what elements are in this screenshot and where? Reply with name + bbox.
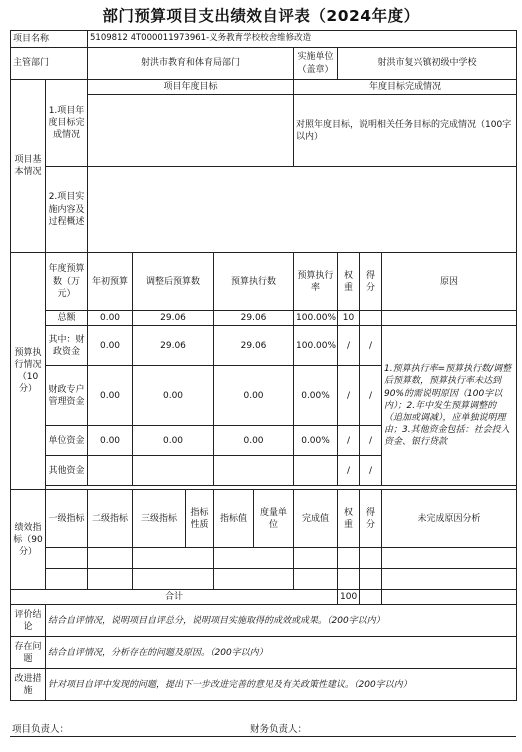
executed-budget-header: 预算执行数 <box>214 253 294 311</box>
perf-cell <box>382 569 517 590</box>
row-other-name: 其他资金 <box>46 456 88 486</box>
adjusted-budget-header: 调整后预算数 <box>133 253 214 311</box>
signature-divider <box>10 736 516 737</box>
row-total-initial: 0.00 <box>88 311 133 326</box>
row-other-weight: / <box>338 456 360 486</box>
perf-cell <box>360 569 382 590</box>
score-header: 得分 <box>360 253 382 311</box>
perf-reason-header: 未完成原因分析 <box>382 490 517 548</box>
row-special-rate: 0.00% <box>294 366 338 426</box>
perf-cell <box>214 548 294 569</box>
row-unit-adjusted: 0.00 <box>133 426 214 456</box>
perf-cell <box>360 548 382 569</box>
perf-cell <box>294 548 338 569</box>
perf-score-header: 得分 <box>360 490 382 548</box>
perf-cell <box>88 569 133 590</box>
row-fiscal-rate: 100.00% <box>294 326 338 366</box>
reason-note: 1.预算执行率=预算执行数/调整后预算数，预算执行率未达到90%的需说明原因（100字以内）；2.年中发生预算调整的（追加或调减），应单独说明理由；3.其他资金包括：社会投入资金、银行贷款 <box>382 326 517 486</box>
l3-header: 三级指标 <box>141 513 178 524</box>
row-total-weight: 10 <box>338 311 360 326</box>
total-weight: 100 <box>338 590 360 605</box>
value-unit-subtable <box>214 490 293 547</box>
l3-nature-subtable <box>133 490 213 547</box>
perf-cell <box>46 569 88 590</box>
row-special-executed: 0.00 <box>214 366 294 426</box>
row-unit-executed: 0.00 <box>214 426 294 456</box>
impl-content-label: 2.项目实施内容及过程概述 <box>46 167 88 253</box>
total-score <box>360 590 382 605</box>
row-other-initial <box>88 456 133 486</box>
row-fiscal-weight: / <box>338 326 360 366</box>
row-total-rate: 100.00% <box>294 311 338 326</box>
evaluation-table <box>10 30 517 701</box>
row-fiscal-adjusted: 29.06 <box>133 326 214 366</box>
goal-done-hint: 对照年度目标，说明相关任务目标的完成情况（100字以内） <box>294 95 517 167</box>
weight-header: 权重 <box>338 253 360 311</box>
impl-content-cell <box>88 167 517 253</box>
goal-done-header: 年度目标完成情况 <box>294 80 517 95</box>
row-other-score: / <box>360 456 382 486</box>
row-total-adjusted: 29.06 <box>133 311 214 326</box>
issues-label: 存在问题 <box>11 637 46 669</box>
row-total-score <box>360 311 382 326</box>
impl-unit-value: 射洪市复兴镇初级中学校 <box>338 48 517 80</box>
fix-label: 改进措施 <box>11 669 46 701</box>
dept-label: 主管部门 <box>11 48 88 80</box>
l3-nature-group <box>133 490 214 548</box>
row-special-adjusted: 0.00 <box>133 366 214 426</box>
row-special-name: 财政专户管理资金 <box>46 366 88 426</box>
reason-header: 原因 <box>382 253 517 311</box>
perf-cell <box>46 548 88 569</box>
issues-text: 结合自评情况，分析存在的问题及原因。（200字以内） <box>46 637 517 669</box>
l1-header: 一级指标 <box>46 490 88 548</box>
l2-header: 二级指标 <box>88 490 133 548</box>
perf-cell <box>88 548 133 569</box>
perf-cell <box>214 569 294 590</box>
perf-cell <box>338 569 360 590</box>
total-label: 合计 <box>11 590 338 605</box>
row-fiscal-score: / <box>360 326 382 366</box>
goal-cell <box>88 95 294 167</box>
perf-cell <box>382 548 517 569</box>
row-unit-name: 单位资金 <box>46 426 88 456</box>
row-total-executed: 29.06 <box>214 311 294 326</box>
eval-label: 评价结论 <box>11 605 46 637</box>
row-special-weight: / <box>338 366 360 426</box>
row-other-executed <box>214 456 294 486</box>
perf-cell <box>294 569 338 590</box>
eval-text: 结合自评情况，说明项目自评总分，说明项目实施取得的成效或成果。（200字以内） <box>46 605 517 637</box>
budget-unit-header: 年度预算数（万元） <box>46 253 88 311</box>
perf-cell <box>133 569 214 590</box>
project-leader-signature: 项目负责人： <box>12 724 70 735</box>
row-total-name: 总额 <box>46 311 88 326</box>
unit-header: 度量单位 <box>254 490 294 547</box>
dept-value: 射洪市教育和体育局部门 <box>88 48 294 80</box>
impl-unit-label: 实施单位（盖章） <box>294 48 338 80</box>
fix-text: 针对项目自评中发现的问题，提出下一步改进完善的意见及有关政策性建议。（200字以内） <box>46 669 517 701</box>
exec-rate-header: 预算执行率 <box>294 253 338 311</box>
finance-leader-signature: 财务负责人： <box>250 724 308 735</box>
project-name-label: 项目名称 <box>11 31 88 48</box>
row-unit-weight: / <box>338 426 360 456</box>
value-unit-done-group <box>214 490 294 548</box>
perf-weight-header: 权重 <box>338 490 360 548</box>
value-header: 指标值 <box>220 513 248 524</box>
row-unit-rate: 0.00% <box>294 426 338 456</box>
row-special-initial: 0.00 <box>88 366 133 426</box>
project-name-value: 5109812 4T000011973961-义务教育学校校舍维修改造 <box>88 31 517 48</box>
row-unit-initial: 0.00 <box>88 426 133 456</box>
initial-budget-header: 年初预算 <box>88 253 133 311</box>
perf-cell <box>338 548 360 569</box>
goal-header: 项目年度目标 <box>88 80 294 95</box>
row-special-score: / <box>360 366 382 426</box>
budget-exec-label: 预算执行情况（10分） <box>11 253 46 490</box>
row-fiscal-executed: 29.06 <box>214 326 294 366</box>
total-reason <box>382 590 517 605</box>
row-fiscal-name: 其中：财政资金 <box>46 326 88 366</box>
reason-top-cell <box>382 311 517 326</box>
nature-header: 指标性质 <box>186 490 214 547</box>
basic-info-label: 项目基本情况 <box>11 80 46 253</box>
page-title: 部门预算项目支出绩效自评表（2024年度） <box>102 7 420 25</box>
goal-completion-label: 1.项目年度目标完成情况 <box>46 80 88 167</box>
perf-indicator-label: 绩效指标（90分） <box>11 490 46 590</box>
done-value-header: 完成值 <box>294 490 338 548</box>
row-fiscal-initial: 0.00 <box>88 326 133 366</box>
row-unit-score: / <box>360 426 382 456</box>
row-other-rate <box>294 456 338 486</box>
row-other-adjusted <box>133 456 214 486</box>
perf-cell <box>133 548 214 569</box>
